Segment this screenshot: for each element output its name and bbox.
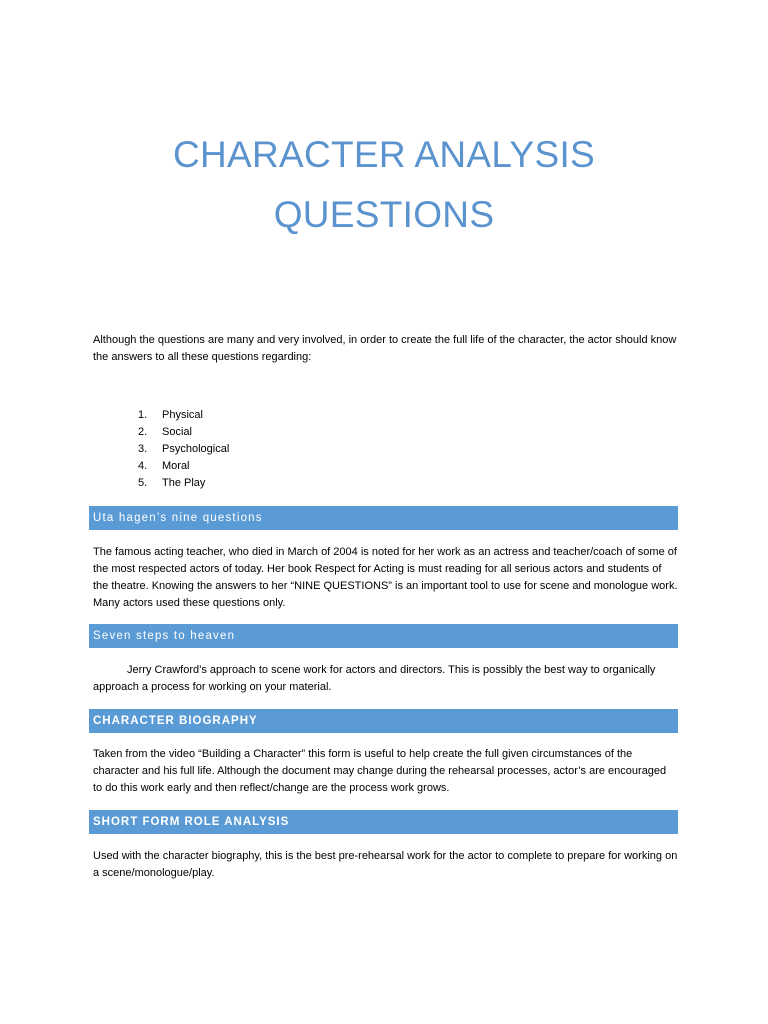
- list-item-label: Psychological: [162, 443, 230, 455]
- section-heading-character-biography: CHARACTER BIOGRAPHY: [89, 709, 678, 733]
- list-item: [138, 458, 229, 475]
- section-body-uta-hagen: The famous acting teacher, who died in March of 2004 is noted for her work as an actress and teacher/coach of some of the most respected actors of today. Her book Respect for Acting is must reading for all serious actors and students of the theatre. Knowing the answers to her “NINE QUESTIONS” is an important tool to use for scene and monologue work. Many actors used these questions only.: [93, 546, 678, 609]
- section-body-short-form-role-analysis: Used with the character biography, this is the best pre-rehearsal work for the actor to complete to prepare for working on a scene/monologue/play.: [93, 850, 678, 879]
- list-item-label: Moral: [162, 460, 190, 472]
- list-item-label: Physical: [162, 409, 203, 421]
- section-body-seven-steps-text: Jerry Crawford’s approach to scene work for actors and directors. This is possibly the best way to organically approach a process for working on your material.: [93, 664, 656, 693]
- page-title-line-2: QUESTIONS: [273, 194, 495, 235]
- list-item: [138, 475, 229, 492]
- list-item: [138, 424, 229, 441]
- list-item: [138, 441, 229, 458]
- list-item-label: Social: [162, 426, 192, 438]
- intro-paragraph: Although the questions are many and very involved, in order to create the full life of the character, the actor should know the answers to all these questions regarding:: [93, 334, 677, 363]
- section-heading-seven-steps: Seven steps to heaven: [89, 624, 678, 648]
- list-item-number: 2.: [138, 426, 148, 438]
- section-heading-short-form-role-analysis: SHORT FORM ROLE ANALYSIS: [89, 810, 678, 834]
- list-item-label: The Play: [162, 477, 206, 489]
- list-item: [138, 407, 229, 424]
- page-title-line-1: CHARACTER ANALYSIS: [172, 134, 596, 175]
- topics-list: [138, 407, 229, 492]
- section-heading-uta-hagen: Uta hagen’s nine questions: [89, 506, 678, 530]
- list-item-number: 5.: [138, 477, 148, 489]
- list-item-number: 3.: [138, 443, 148, 455]
- list-item-number: 4.: [138, 460, 148, 472]
- section-body-seven-steps: [93, 662, 678, 696]
- section-body-character-biography: Taken from the video “Building a Character” this form is useful to help create the full given circumstances of the character and his full life. Although the document may change during the rehearsal processes, actor’s are encouraged to do this work early and then reflect/change are the process work grows.: [93, 748, 667, 794]
- list-item-number: 1.: [138, 409, 148, 421]
